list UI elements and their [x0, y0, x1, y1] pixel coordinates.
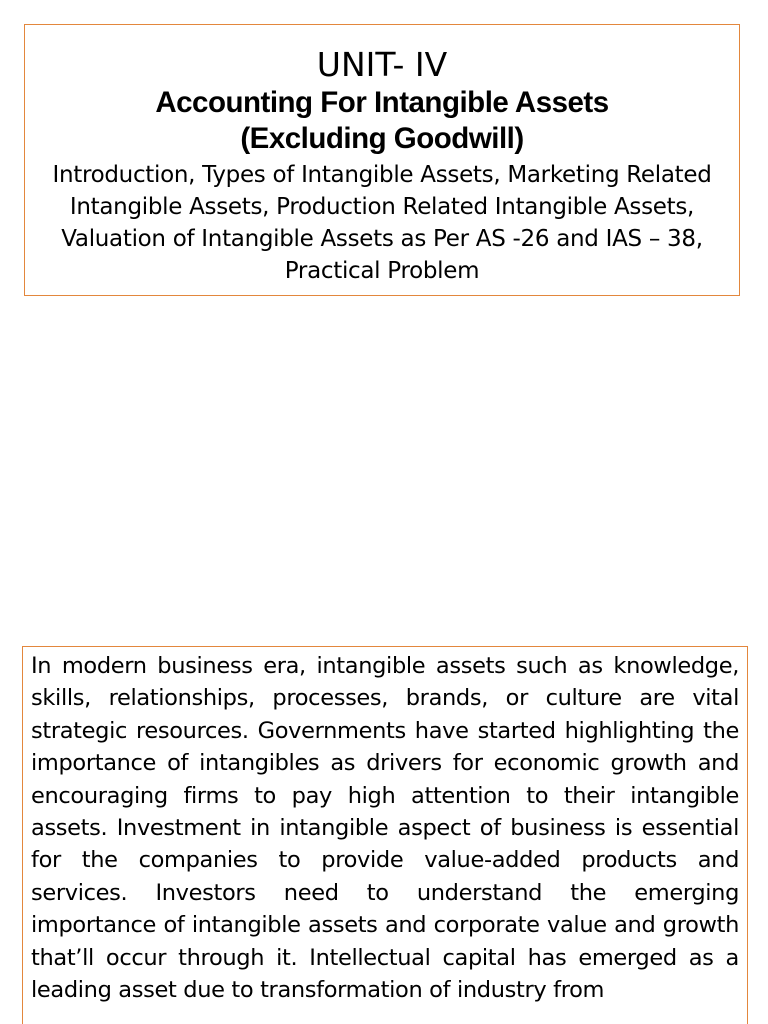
main-title-line-2: (Excluding Goodwill): [240, 122, 524, 155]
title-slide: [24, 24, 740, 296]
content-slide: [22, 646, 748, 1024]
main-title-line-1: Accounting For Intangible Assets: [155, 86, 609, 119]
body-paragraph: In modern business era, intangible assets such as knowledge, skills, relationships, processes, brands, or culture are vital strategic resources. Governments have started highlighting the importance of intangibles as drivers for economic growth and encouraging firms to pay high attention to their intangible assets. Investment in intangible aspect of business is essential for the companies to provide value-added products and services. Investors need to understand the emerging importance of intangible assets and corporate value and growth that’ll occur through it. Intellectual capital has emerged as a leading asset due to transformation of industry from: [31, 653, 739, 1004]
unit-heading: UNIT- IV: [316, 45, 448, 84]
topics-list: Introduction, Types of Intangible Assets, Marketing Related Intangible Assets, Production Related Intangible Assets, Valuation of Intangible Assets as Per AS -26 and IAS – 38, Practical Problem: [52, 162, 712, 284]
